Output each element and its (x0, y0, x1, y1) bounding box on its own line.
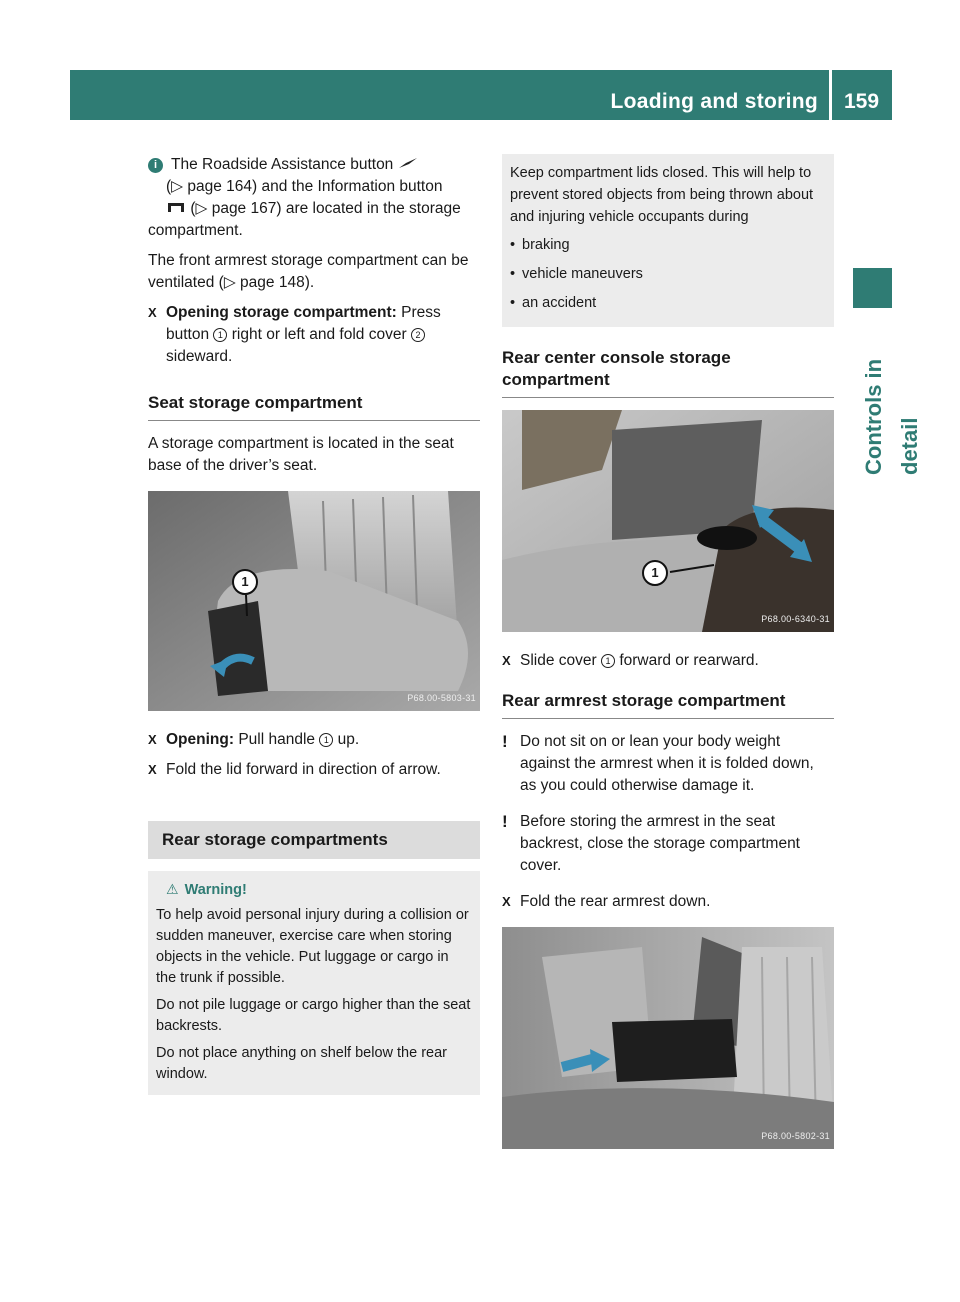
seat-storage-photo (148, 491, 480, 711)
warning-paragraph: To help avoid personal injury during a collision or sudden maneuver, exercise care when storing objects in the vehicle. Put luggage or cargo in the trunk if possible. (156, 907, 469, 986)
seat-photo-illustration (148, 491, 480, 711)
left-column (148, 154, 480, 1095)
warning-title-text: Warning! (184, 882, 247, 898)
note-box (502, 154, 834, 327)
callout-marker: 1 (601, 654, 615, 668)
info-icon: i (148, 158, 163, 173)
rear-storage-section-title-text: Rear storage compartments (162, 830, 388, 849)
step-text: Fold the lid forward in direction of arrow. (166, 761, 441, 778)
info-note-part3-wrap (148, 200, 461, 239)
warning-title (166, 879, 472, 901)
photo-code: P68.00-5802-31 (761, 1131, 830, 1141)
console-photo-illustration (502, 410, 834, 632)
note-bullet-list (510, 234, 826, 314)
rear-storage-section-title (148, 821, 480, 859)
caution-icon: ! (502, 732, 508, 751)
ventilation-text: The front armrest storage compartment can be ventilated (▷ page 148). (148, 252, 469, 291)
list-item: • an accident (510, 292, 826, 314)
warning-paragraph: Do not place anything on shelf below the rear window. (156, 1045, 447, 1082)
seat-storage-text: A storage compartment is located in the seat base of the driver’s seat. (148, 435, 454, 474)
step-icon: X (148, 305, 157, 320)
step-slide-cover (502, 650, 834, 672)
page-number: 159 (844, 90, 880, 113)
step-text: Fold the rear armrest down. (520, 893, 711, 910)
info-note (148, 154, 480, 242)
caution-note (502, 811, 834, 877)
chapter-side-label (856, 315, 922, 475)
warning-triangle-icon: ⚠ (166, 881, 179, 897)
armrest-photo-illustration (502, 927, 834, 1149)
step-icon: X (502, 894, 511, 909)
roadside-assistance-icon (398, 156, 418, 170)
step-text-a: Slide cover (520, 652, 597, 669)
step-text-b: right or left and fold cover (231, 326, 407, 343)
rear-console-photo (502, 410, 834, 632)
step-text-a: Pull handle (238, 731, 316, 748)
step-text-b: up. (337, 731, 360, 748)
step-icon: X (148, 732, 157, 747)
caution-note (502, 731, 834, 797)
header-divider (829, 70, 832, 120)
step-open-front-compartment (148, 302, 480, 368)
note-text: Keep compartment lids closed. This will help to prevent stored objects from being thrown about and injuring vehicle occupants during (510, 165, 814, 225)
step-text-b: forward or rearward. (619, 652, 759, 669)
caution-icon: ! (502, 812, 508, 831)
rear-console-heading: Rear center console storage compartment (502, 347, 834, 398)
callout-marker: 1 (213, 328, 227, 342)
info-note-part2: (▷ page 164) and the Information button (166, 178, 443, 195)
caution-text: Do not sit on or lean your body weight against the armrest when it is folded down, as you could otherwise damage it. (520, 733, 814, 794)
caution-text: Before storing the armrest in the seat backrest, close the storage compartment cover. (520, 813, 800, 874)
callout-marker: 2 (411, 328, 425, 342)
step-icon: X (502, 653, 511, 668)
list-item: • braking (510, 234, 826, 256)
information-button-icon (166, 200, 186, 214)
seat-storage-heading: Seat storage compartment (148, 392, 480, 421)
photo-code: P68.00-6340-31 (761, 614, 830, 624)
chapter-side-label-text: Controls in detail (861, 358, 922, 475)
list-item: • vehicle maneuvers (510, 263, 826, 285)
warning-box (148, 871, 480, 1095)
rear-armrest-photo (502, 927, 834, 1149)
step-bold-label: Opening storage compartment: (166, 304, 397, 321)
step-bold-label: Opening: (166, 731, 235, 748)
step-opening (148, 729, 480, 751)
rear-armrest-heading: Rear armrest storage compartment (502, 690, 834, 719)
step-text-a: Press button (166, 304, 441, 343)
page-section-title: Loading and storing (610, 90, 818, 113)
photo-callout: 1 (642, 560, 668, 586)
right-column (502, 154, 834, 1149)
step-text-c: sideward. (166, 348, 233, 365)
info-note-part1: The Roadside Assistance button (171, 156, 394, 173)
step-icon: X (148, 762, 157, 777)
info-note-part3: (▷ page 167) are located in the storage compartment. (148, 200, 461, 239)
step-fold-armrest (502, 891, 834, 913)
chapter-tab-marker (853, 268, 892, 308)
photo-callout: 1 (232, 569, 258, 595)
photo-code: P68.00-5803-31 (407, 693, 476, 703)
warning-paragraph: Do not pile luggage or cargo higher than the seat backrests. (156, 997, 471, 1034)
step-fold-lid (148, 759, 480, 781)
callout-marker: 1 (319, 733, 333, 747)
